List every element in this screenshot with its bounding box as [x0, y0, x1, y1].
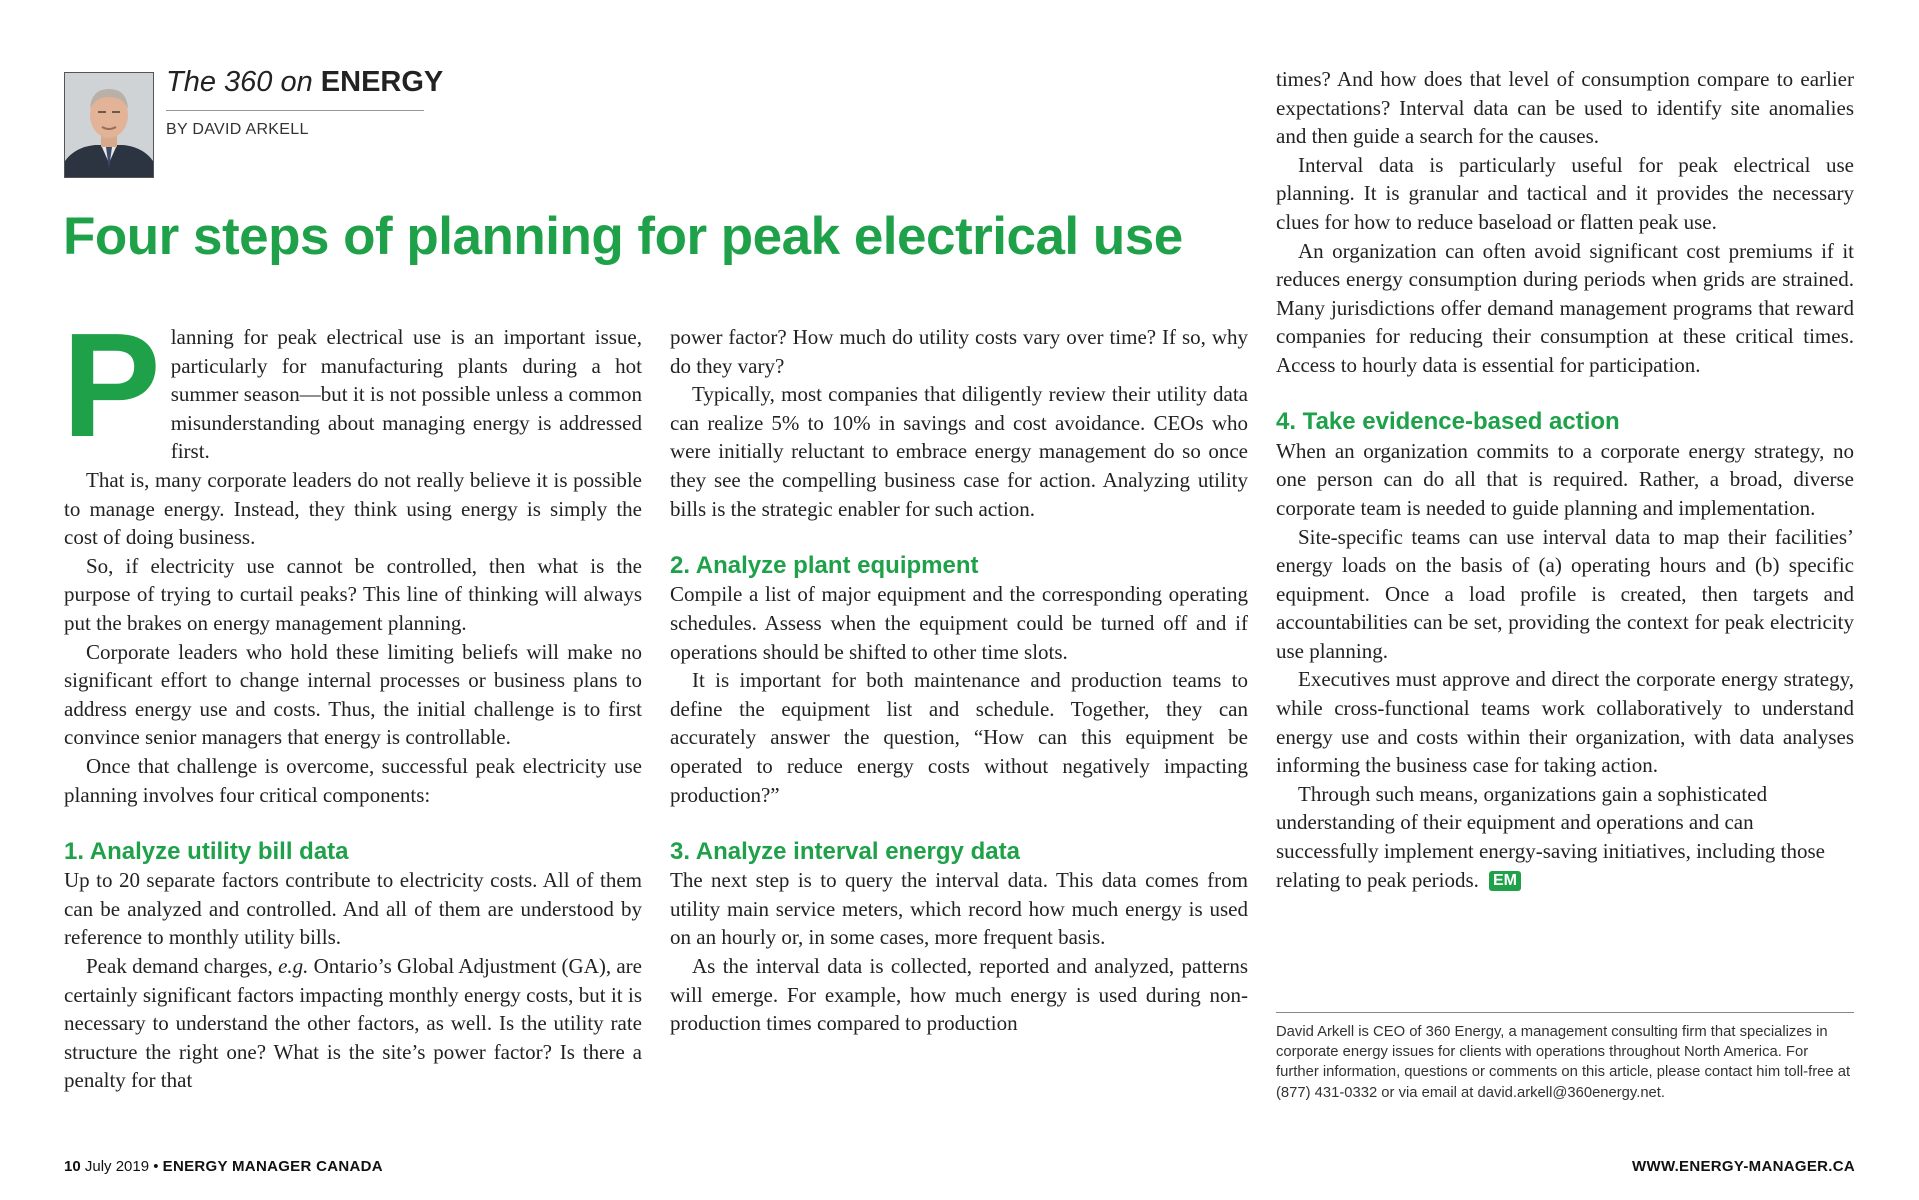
footer-folio	[64, 1158, 383, 1175]
paragraph: Site-specific teams can use interval data to map their facilities’ energy loads on the basis of (a) operating hours and (b) specific equipment. Once a load profile is created, then targets and accountabilities can be set, providing the context for peak electricity use planning.	[1276, 524, 1854, 663]
author-portrait-icon	[65, 73, 153, 177]
paragraph: When an organization commits to a corporate energy strategy, no one person can do all that is required. Rather, a broad, diverse corporate team is needed to guide planning and implementation.	[1276, 438, 1854, 520]
section-heading-4: 4. Take evidence-based action	[1276, 408, 1620, 436]
paragraph: Once that challenge is overcome, successful peak electricity use planning involves four critical components:	[64, 753, 642, 807]
paragraph: Typically, most companies that diligently review their utility data can realize 5% to 10% in savings and cost avoidance. CEOs who were initially reluctant to embrace energy management do so once they see the compelling business case for action. Analyzing utility bills is the strategic enabler for such action.	[670, 382, 1248, 521]
column-title	[166, 66, 443, 99]
paragraph: Compile a list of major equipment and the corresponding operating schedules. Assess when the equipment could be turned off and if operations should be shifted to other time slots.	[670, 582, 1248, 664]
paragraph: So, if electricity use cannot be controlled, then what is the purpose of trying to curtail peaks? This line of thinking will always put the brakes on energy management planning.	[64, 553, 642, 635]
paragraph: Interval data is particularly useful for peak electrical use planning. It is granular and tactical and it provides the necessary clues for how to reduce baseload or flatten peak use.	[1276, 152, 1854, 234]
article-column-3	[1276, 65, 1854, 894]
article-column-2	[670, 323, 1248, 1038]
column-title-brand: ENERGY	[320, 66, 444, 98]
article-headline: Four steps of planning for peak electrical use	[63, 207, 1183, 266]
paragraph: As the interval data is collected, reported and analyzed, patterns will emerge. For example, how much energy is used during non-production times compared to production	[670, 954, 1248, 1036]
section-heading-2: 2. Analyze plant equipment	[670, 551, 979, 579]
bio-divider	[1276, 1012, 1854, 1013]
header-divider	[166, 110, 424, 111]
paragraph: power factor? How much do utility costs vary over time? If so, why do they vary?	[670, 325, 1248, 378]
section-heading-3: 3. Analyze interval energy data	[670, 837, 1020, 865]
paragraph	[62, 303, 642, 468]
paragraph: It is important for both maintenance and production teams to define the equipment list and schedule. Together, they can accurately answer the question, “How can this equipment be operated to reduce energy costs without negatively impacting production?”	[670, 668, 1248, 807]
paragraph-text: Peak demand charges,	[86, 954, 279, 979]
paragraph	[1276, 780, 1854, 894]
publication-name: ENERGY MANAGER CANADA	[162, 1158, 383, 1175]
byline: BY DAVID ARKELL	[166, 121, 309, 138]
article-column-1	[62, 303, 643, 1095]
column-title-prefix: The 360 on	[166, 66, 313, 98]
author-photo	[64, 72, 154, 178]
paragraph: Up to 20 separate factors contribute to electricity costs. All of them can be analyzed and controlled. And all of them are understood by reference to monthly utility bills.	[64, 868, 642, 950]
end-mark-badge: EM	[1489, 871, 1521, 891]
paragraph	[64, 952, 642, 1095]
paragraph-text: lanning for peak electrical use is an important issue, particularly for manufacturing plants during a hot summer season—but it is not possible unless a common misunderstanding about managing energy is addressed first.	[170, 325, 642, 464]
issue-date: July 2019 •	[84, 1158, 159, 1175]
paragraph: An organization can often avoid significant cost premiums if it reduces energy consumption during periods when grids are strained. Many jurisdictions offer demand management programs that reward companies for reducing their consumption at these critical times. Access to hourly data is essential for participation.	[1276, 238, 1854, 377]
drop-cap: P	[62, 303, 161, 468]
paragraph: Executives must approve and direct the corporate energy strategy, while cross-functional teams work collaboratively to understand energy use and costs within their organization, with data analyses informing the business case for taking action.	[1276, 667, 1854, 778]
paragraph-text: Through such means, organizations gain a sophisticated understanding of their equipment and operations and can successfully implement energy-saving initiatives, including those relating to peak periods.	[1276, 781, 1826, 892]
paragraph-text: Ontario’s Global Adjustment (GA), are certainly significant factors impacting monthly energy costs, but it is necessary to understand the other factors, as well. Is the utility rate structure the right one? What is the site’s power factor? Is there a penalty for that	[64, 954, 643, 1093]
website-link[interactable]: WWW.ENERGY-MANAGER.CA	[1632, 1158, 1855, 1175]
abbreviation-eg: e.g.	[278, 954, 309, 979]
section-heading-1: 1. Analyze utility bill data	[64, 837, 349, 865]
paragraph: times? And how does that level of consumption compare to earlier expectations? Interval data can be used to identify site anomalies and then guide a search for the causes.	[1276, 67, 1854, 149]
paragraph: The next step is to query the interval data. This data comes from utility main service meters, which record how much energy is used on an hourly or, in some cases, more frequent basis.	[670, 868, 1248, 950]
paragraph: That is, many corporate leaders do not really believe it is possible to manage energy. Instead, they think using energy is simply the cost of doing business.	[64, 467, 642, 550]
author-bio: David Arkell is CEO of 360 Energy, a management consulting firm that specializes in corporate energy issues for clients with operations throughout North America. For further information, questions or comments on this article, please contact him toll-free at (877) 431-0332 or via email at david.arkell@360energy.net.	[1276, 1024, 1851, 1101]
page-number: 10	[64, 1158, 81, 1175]
paragraph: Corporate leaders who hold these limiting beliefs will make no significant effort to change internal processes or business plans to address energy use and costs. Thus, the initial challenge is to first convince senior managers that energy is controllable.	[64, 639, 642, 750]
